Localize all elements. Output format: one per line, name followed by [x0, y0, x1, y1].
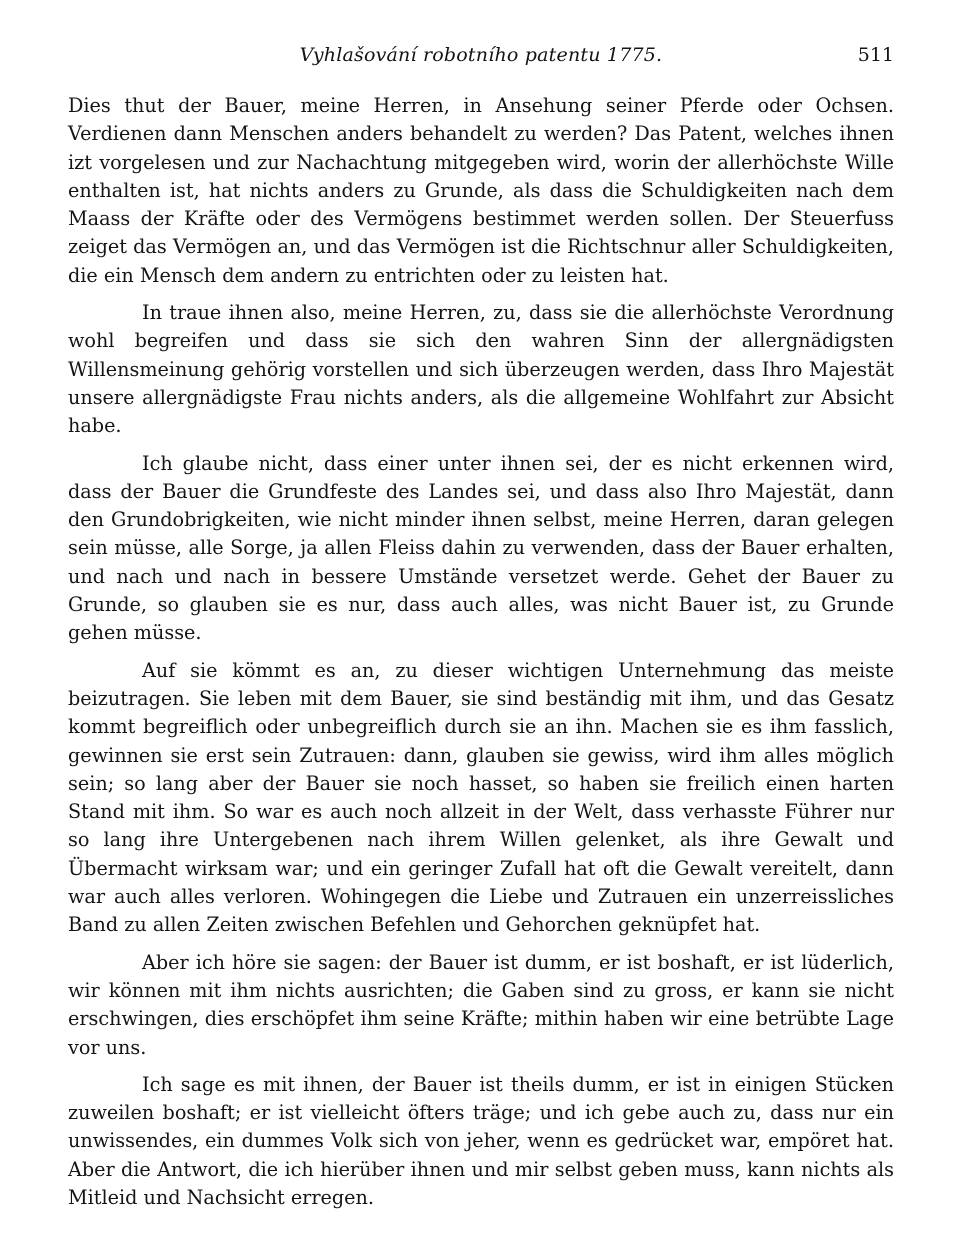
- document-page: [68, 38, 894, 1221]
- paragraph-2: In traue ihnen also, meine Herren, zu, dass sie die allerhöchste Verordnung wohl begreifen und dass sie sich den wahren Sinn der allergnädigsten Willensmeinung gehörig vorstellen und sich überzeugen werden, dass Ihro Majestät unsere allergnädigste Frau nichts anders, als die allgemeine Wohlfahrt zur Absicht habe.: [68, 301, 894, 438]
- paragraph-1: Dies thut der Bauer, meine Herren, in Ansehung seiner Pferde oder Ochsen. Verdienen dann Menschen anders behandelt zu werden? Das Patent, welches ihnen izt vorgelesen und zur Nachachtung mitgegeben wird, worin der allerhöchste Wille enthalten ist, hat nichts anders zu Grunde, als dass die Schuldigkeiten nach dem Maass der Kräfte oder des Vermögens bestimmet werden sollen. Der Steuerfuss zeiget das Vermögen an, und das Vermögen ist die Richtschnur aller Schuldigkeiten, die ein Mensch dem andern zu entrichten oder zu leisten hat.: [68, 94, 894, 287]
- paragraph-4: Auf sie kömmt es an, zu dieser wichtigen Unternehmung das meiste beizutragen. Sie leben mit dem Bauer, sie sind beständig mit ihm, und das Gesatz kommt begreiflich oder unbegreiflich durch sie an ihn. Machen sie es ihm fasslich, gewinnen sie erst sein Zutrauen: dann, glauben sie gewiss, wird ihm alles möglich sein; so lang aber der Bauer sie noch hasset, so haben sie freilich einen harten Stand mit ihm. So war es auch noch allzeit in der Welt, dass verhasste Führer nur so lang ihre Untergebenen nach ihrem Willen gelenket, als ihre Gewalt und Übermacht wirksam war; und ein geringer Zufall hat oft die Gewalt vereitelt, dann war auch alles verloren. Wohingegen die Liebe und Zutrauen ein unzerreissliches Band zu allen Zeiten zwischen Befehlen und Gehorchen geknüpfet hat.: [68, 658, 894, 937]
- paragraph-3: Ich glaube nicht, dass einer unter ihnen sei, der es nicht erkennen wird, dass der Bauer die Grundfeste des Landes sei, und dass also Ihro Majestät, dann den Grundobrigkeiten, wie nicht minder ihnen selbst, meine Herren, daran gelegen sein müsse, alle Sorge, ja allen Fleiss dahin zu verwenden, dass der Bauer erhalten, und nach und nach in bessere Umstände versetzet werde. Gehet der Bauer zu Grunde, so glauben sie es nur, dass auch alles, was nicht Bauer ist, zu Grunde gehen müsse.: [68, 451, 894, 645]
- body-text: [68, 92, 894, 1212]
- paragraph-6: Ich sage es mit ihnen, der Bauer ist theils dumm, er ist in einigen Stücken zuweilen boshaft; er ist vielleicht öfters träge; und ich gebe auch zu, dass nur ein unwissendes, ein dummes Volk sich von jeher, wenn es gedrücket war, empöret hat. Aber die Antwort, die ich hierüber ihnen und mir selbst geben muss, kann nichts als Mitleid und Nachsicht erregen.: [68, 1072, 894, 1209]
- running-title: Vyhlašování robotního patentu 1775.: [299, 44, 663, 66]
- page-number: 511: [857, 44, 894, 66]
- paragraph-5: Aber ich höre sie sagen: der Bauer ist dumm, er ist boshaft, er ist lüderlich, wir können mit ihm nichts ausrichten; die Gaben sind zu gross, er kann sie nicht erschwingen, dies erschöpfet ihm seine Kräfte; mithin haben wir eine betrübte Lage vor uns.: [68, 950, 894, 1059]
- page-header: [68, 38, 894, 74]
